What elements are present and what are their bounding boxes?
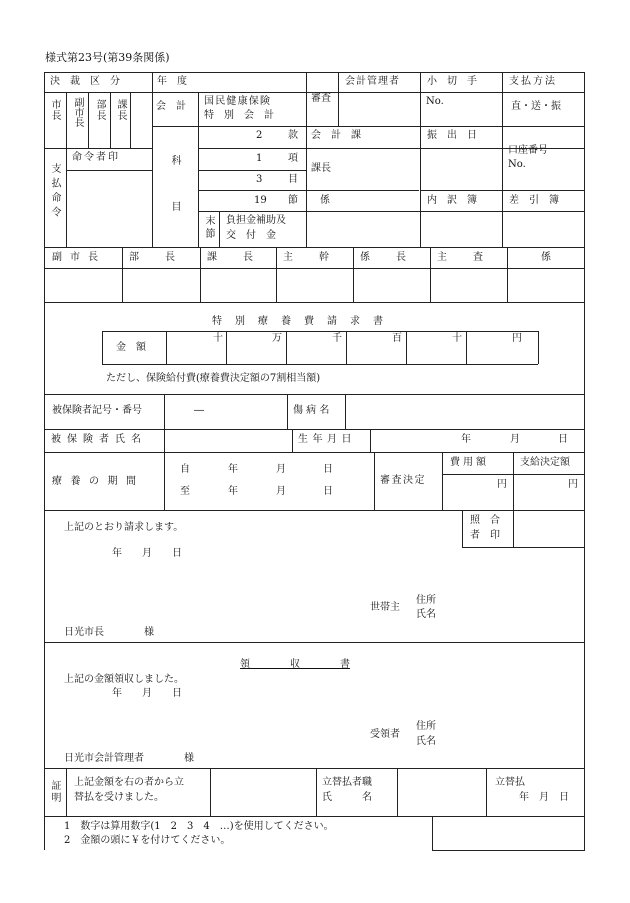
bucho-label: 部長 bbox=[94, 99, 105, 121]
approval-fukushicho: 副市長 bbox=[52, 252, 106, 263]
massetsu-name-2: 交 付 金 bbox=[226, 230, 276, 241]
unit-ju-man: 十 bbox=[213, 333, 223, 344]
proof-text-1: 上記金額を右の者から立 bbox=[74, 777, 184, 788]
setsu-label: 節 bbox=[288, 195, 298, 206]
period-to: 至 bbox=[180, 486, 190, 497]
shoubyoumei-label: 傷 病 名 bbox=[293, 405, 330, 416]
meireisha-in-label: 命令者印 bbox=[72, 152, 120, 163]
request-date: 年 月 日 bbox=[112, 548, 182, 559]
receipt-text: 上記の金額領収しました。 bbox=[64, 674, 184, 685]
tatekae-shokumei-1: 立替払者職 bbox=[322, 777, 372, 788]
nendo-label: 年 度 bbox=[157, 76, 187, 87]
note-2: 2 金額の頭に￥を付けてください。 bbox=[64, 835, 231, 846]
period-to-nen: 年 bbox=[228, 486, 238, 497]
kou-label: 項 bbox=[288, 153, 298, 164]
approval-kakaricho: 係長 bbox=[360, 252, 432, 263]
approval-shukan: 主幹 bbox=[283, 252, 355, 263]
period-from-tsuki: 月 bbox=[276, 464, 286, 475]
claim-title: 特別療養費請求書 bbox=[212, 316, 396, 327]
kingaku-label: 金 額 bbox=[116, 342, 146, 353]
period-from: 自 bbox=[180, 464, 190, 475]
kogitte-no: No. bbox=[426, 96, 444, 107]
unit-yen: 円 bbox=[512, 333, 522, 344]
uchiwake-bo-label: 内 訳 簿 bbox=[427, 195, 477, 206]
approval-shusa: 主査 bbox=[437, 252, 509, 263]
kacho2-label: 課長 bbox=[311, 163, 331, 174]
shiharai-houhou-label: 支払方法 bbox=[509, 76, 557, 87]
period-to-tsuki: 月 bbox=[276, 486, 286, 497]
kogitte-label: 小 切 手 bbox=[427, 76, 477, 87]
kaikei-label: 会 計 bbox=[156, 101, 186, 112]
kakari-label: 係 bbox=[320, 195, 330, 206]
moku-num: 3 bbox=[256, 174, 263, 185]
request-addressee: 日光市長 様 bbox=[64, 627, 154, 638]
juryousha-label: 受領者 bbox=[370, 729, 400, 740]
kigo-dash: ― bbox=[194, 405, 204, 416]
birth-tsuki: 月 bbox=[510, 434, 520, 445]
kessai-kubun-label: 決 裁 区 分 bbox=[50, 76, 120, 87]
massetsu-label: 末節 bbox=[203, 215, 214, 241]
shikyuu-kettei-label: 支給決定額 bbox=[520, 457, 570, 468]
period-to-hi: 日 bbox=[323, 486, 333, 497]
proof-text-2: 替払を受けました。 bbox=[74, 792, 164, 803]
kacho-label: 課長 bbox=[115, 99, 126, 121]
kigo-bangou-label: 被保険者記号・番号 bbox=[52, 405, 142, 416]
shougou-inshou-1: 照 合 bbox=[470, 515, 500, 526]
unit-hyaku: 百 bbox=[392, 333, 402, 344]
kaikei-name-2: 特 別 会 計 bbox=[204, 110, 274, 121]
fukushicho-label: 副市長 bbox=[72, 97, 83, 127]
moku-label: 目 bbox=[288, 174, 298, 185]
massetsu-name-1: 負担金補助及 bbox=[226, 215, 286, 226]
claim-note: ただし、保険給付費(療養費決定額の7割相当額) bbox=[106, 373, 321, 384]
hiyougaku-yen: 円 bbox=[497, 479, 507, 490]
request-shimei-label: 氏名 bbox=[416, 609, 436, 620]
proof-label: 証明 bbox=[49, 780, 60, 804]
shinsa-kettei-label: 審査決定 bbox=[380, 475, 426, 486]
request-jusho-label: 住所 bbox=[416, 595, 436, 606]
shougou-inshou-2: 者 印 bbox=[470, 530, 500, 541]
hihokensha-shimei-label: 被保険者氏名 bbox=[51, 434, 147, 445]
kou-num: 1 bbox=[256, 153, 263, 164]
kamoku-label: 科目 bbox=[169, 155, 180, 247]
setainushi-label: 世帯主 bbox=[370, 602, 400, 613]
unit-ju: 十 bbox=[452, 333, 462, 344]
receipt-title: 領 収 書 bbox=[240, 659, 350, 670]
note-1: 1 数字は算用数字(1 2 3 4 …)を使用してください。 bbox=[64, 821, 334, 832]
receipt-addressee: 日光市会計管理者 様 bbox=[64, 753, 194, 764]
tatekae-barai-date: 年 月 日 bbox=[519, 792, 569, 803]
kaikei-ka-label: 会 計 課 bbox=[311, 130, 361, 141]
kan-num: 2 bbox=[256, 130, 263, 141]
seinengappi-label: 生年月日 bbox=[298, 434, 356, 445]
chokuso-label: 直・送・振 bbox=[511, 101, 561, 112]
kouza-no: No. bbox=[508, 159, 526, 170]
period-from-nen: 年 bbox=[228, 464, 238, 475]
ryouyou-kikan-label: 療養の期間 bbox=[52, 476, 145, 487]
shikyuu-yen: 円 bbox=[568, 479, 578, 490]
receipt-jusho-label: 住所 bbox=[416, 721, 436, 732]
kouza-bangou-label: 口座番号 bbox=[508, 145, 548, 156]
hiyougaku-label: 費用額 bbox=[450, 457, 489, 468]
tatekae-barai-label: 立替払 bbox=[495, 777, 525, 788]
approval-kacho: 課長 bbox=[207, 252, 279, 263]
furidashi-bi-label: 振 出 日 bbox=[427, 130, 477, 141]
unit-sen: 千 bbox=[332, 333, 342, 344]
birth-nen: 年 bbox=[461, 434, 471, 445]
receipt-shimei-label: 氏名 bbox=[416, 736, 436, 747]
shiharai-meirei-label: 支払命令 bbox=[49, 163, 60, 221]
setsu-num: 19 bbox=[254, 195, 267, 206]
birth-hi: 日 bbox=[558, 434, 568, 445]
sashihiki-bo-label: 差 引 簿 bbox=[509, 195, 559, 206]
request-text: 上記のとおり請求します。 bbox=[64, 522, 184, 533]
form-number: 様式第23号(第39条関係) bbox=[45, 51, 170, 64]
approval-bucho: 部長 bbox=[129, 252, 201, 263]
shicho-label: 市長 bbox=[49, 99, 60, 121]
kaikei-kanrisha-label: 会計管理者 bbox=[345, 76, 400, 87]
receipt-date: 年 月 日 bbox=[112, 688, 182, 699]
kaikei-name-1: 国民健康保険 bbox=[204, 96, 272, 107]
period-from-hi: 日 bbox=[323, 464, 333, 475]
unit-man: 万 bbox=[272, 333, 282, 344]
kan-label: 款 bbox=[288, 130, 298, 141]
tatekae-shokumei-2: 氏 名 bbox=[322, 792, 372, 803]
approval-kakari: 係 bbox=[541, 252, 551, 263]
shinsa-label: 審査 bbox=[311, 93, 331, 104]
